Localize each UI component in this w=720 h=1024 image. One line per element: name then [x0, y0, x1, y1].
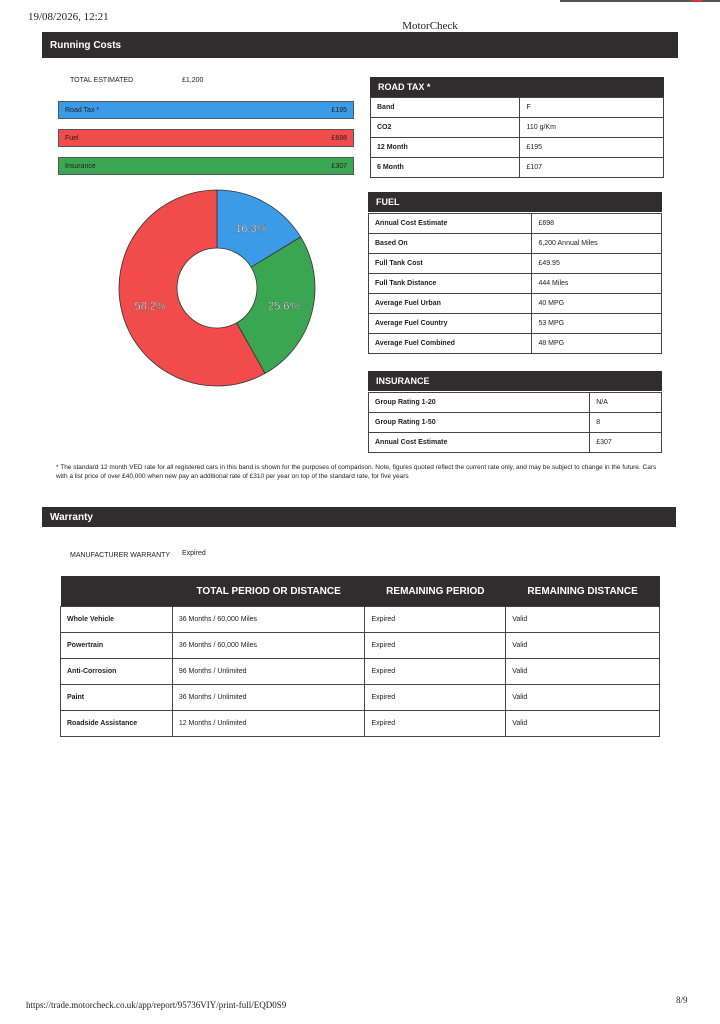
- row-value: £698: [532, 214, 662, 234]
- warranty-item-name: Anti-Corrosion: [61, 659, 173, 685]
- page-number: 8/9: [676, 995, 688, 1005]
- row-value: F: [520, 98, 664, 118]
- warranty-remaining-period: Expired: [365, 659, 506, 685]
- warranty-total: 12 Months / Unlimited: [172, 711, 365, 737]
- manufacturer-warranty-value: Expired: [182, 550, 206, 557]
- row-value: 110 g/Km: [520, 118, 664, 138]
- table-row: [371, 118, 664, 138]
- fuel-title: FUEL: [376, 197, 400, 207]
- column-header: TOTAL PERIOD OR DISTANCE: [172, 576, 365, 607]
- cost-bar-insurance: [58, 157, 354, 175]
- page-top-accent: [692, 0, 702, 2]
- table-row: [369, 274, 662, 294]
- warranty-remaining-distance: Valid: [506, 659, 660, 685]
- row-key: Group Rating 1-50: [369, 413, 590, 433]
- table-row: [61, 633, 660, 659]
- insurance-title: INSURANCE: [376, 376, 430, 386]
- warranty-remaining-distance: Valid: [506, 711, 660, 737]
- table-row: [369, 334, 662, 354]
- row-value: £49.95: [532, 254, 662, 274]
- row-value: £107: [520, 158, 664, 178]
- row-value: 8: [590, 413, 662, 433]
- warranty-header: [42, 507, 676, 527]
- row-value: £195: [520, 138, 664, 158]
- cost-bar-road-tax: [58, 101, 354, 119]
- table-row: [61, 607, 660, 633]
- warranty-total: 96 Months / Unlimited: [172, 659, 365, 685]
- row-value: 40 MPG: [532, 294, 662, 314]
- table-row: [369, 254, 662, 274]
- row-key: Annual Cost Estimate: [369, 214, 532, 234]
- table-row: [369, 393, 662, 413]
- warranty-total: 36 Months / 60,000 Miles: [172, 633, 365, 659]
- footer-url[interactable]: https://trade.motorcheck.co.uk/app/report/95736VIY/print-full/EQD0S9: [26, 1000, 287, 1010]
- column-header: REMAINING DISTANCE: [506, 576, 660, 607]
- row-key: 6 Month: [371, 158, 520, 178]
- insurance-header: [368, 371, 662, 391]
- row-key: Group Rating 1-20: [369, 393, 590, 413]
- warranty-table: [60, 576, 660, 737]
- road-tax-title: ROAD TAX *: [378, 82, 431, 92]
- manufacturer-warranty-label: MANUFACTURER WARRANTY: [70, 552, 171, 559]
- running-costs-title: Running Costs: [50, 39, 122, 51]
- warranty-item-name: Roadside Assistance: [61, 711, 173, 737]
- row-value: 53 MPG: [532, 314, 662, 334]
- table-row: [61, 711, 660, 737]
- cost-bar-value: £307: [331, 162, 347, 170]
- row-key: Average Fuel Country: [369, 314, 532, 334]
- warranty-remaining-distance: Valid: [506, 607, 660, 633]
- road-tax-table: [370, 97, 664, 178]
- warranty-total: 36 Months / Unlimited: [172, 685, 365, 711]
- warranty-item-name: Paint: [61, 685, 173, 711]
- row-value: 6,200 Annual Miles: [532, 234, 662, 254]
- column-header: REMAINING PERIOD: [365, 576, 506, 607]
- cost-bar-label: Insurance: [65, 162, 96, 170]
- cost-bar-value: £698: [331, 134, 347, 142]
- donut-slice-label: 16.3%: [235, 222, 267, 235]
- row-value: 444 Miles: [532, 274, 662, 294]
- cost-bar-value: £195: [331, 106, 347, 114]
- donut-slice-label: 58.2%: [134, 300, 166, 313]
- cost-bar-label: Fuel: [65, 134, 79, 142]
- warranty-remaining-period: Expired: [365, 633, 506, 659]
- warranty-remaining-distance: Valid: [506, 685, 660, 711]
- table-row: [369, 433, 662, 453]
- running-costs-donut-chart: [115, 186, 319, 390]
- warranty-item-name: Powertrain: [61, 633, 173, 659]
- row-key: Band: [371, 98, 520, 118]
- row-key: Based On: [369, 234, 532, 254]
- table-row: [369, 234, 662, 254]
- row-key: Full Tank Cost: [369, 254, 532, 274]
- row-value: N/A: [590, 393, 662, 413]
- print-site-title: MotorCheck: [402, 20, 458, 32]
- table-row: [61, 659, 660, 685]
- cost-bar-label: Road Tax *: [65, 106, 100, 114]
- warranty-remaining-period: Expired: [365, 685, 506, 711]
- row-key: Full Tank Distance: [369, 274, 532, 294]
- table-row: [371, 98, 664, 118]
- row-key: 12 Month: [371, 138, 520, 158]
- row-value: 48 MPG: [532, 334, 662, 354]
- warranty-title: Warranty: [50, 511, 93, 523]
- table-row: [371, 158, 664, 178]
- row-value: £307: [590, 433, 662, 453]
- table-row: [61, 685, 660, 711]
- warranty-total: 36 Months / 60,000 Miles: [172, 607, 365, 633]
- row-key: Annual Cost Estimate: [369, 433, 590, 453]
- fuel-header: [368, 192, 662, 212]
- warranty-remaining-period: Expired: [365, 607, 506, 633]
- row-key: CO2: [371, 118, 520, 138]
- table-row: [371, 138, 664, 158]
- total-estimated-label: TOTAL ESTIMATED: [70, 77, 134, 84]
- warranty-remaining-period: Expired: [365, 711, 506, 737]
- print-datetime: 19/08/2026, 12:21: [28, 11, 109, 23]
- row-key: Average Fuel Combined: [369, 334, 532, 354]
- donut-slice-label: 25.6%: [268, 300, 300, 313]
- insurance-table: [368, 392, 662, 453]
- warranty-item-name: Whole Vehicle: [61, 607, 173, 633]
- warranty-remaining-distance: Valid: [506, 633, 660, 659]
- row-key: Average Fuel Urban: [369, 294, 532, 314]
- running-costs-header: [42, 32, 678, 58]
- table-row: [369, 413, 662, 433]
- cost-bar-fuel: [58, 129, 354, 147]
- table-row: [369, 214, 662, 234]
- ved-footnote: * The standard 12 month VED rate for all registered cars in this band is shown for the purposes of comparison. Note, figures quoted reflect the current rate only, and may be subject to change in the future. Cars with a list price of over £40,000 when new pay an additional rate of £310 per year on top of the standard rate, for five years: [56, 464, 657, 480]
- column-header: [61, 576, 173, 607]
- table-row: [369, 314, 662, 334]
- fuel-table: [368, 213, 662, 354]
- road-tax-header: [370, 77, 664, 97]
- table-header-row: [61, 576, 660, 607]
- table-row: [369, 294, 662, 314]
- total-estimated-value: £1,200: [182, 77, 204, 84]
